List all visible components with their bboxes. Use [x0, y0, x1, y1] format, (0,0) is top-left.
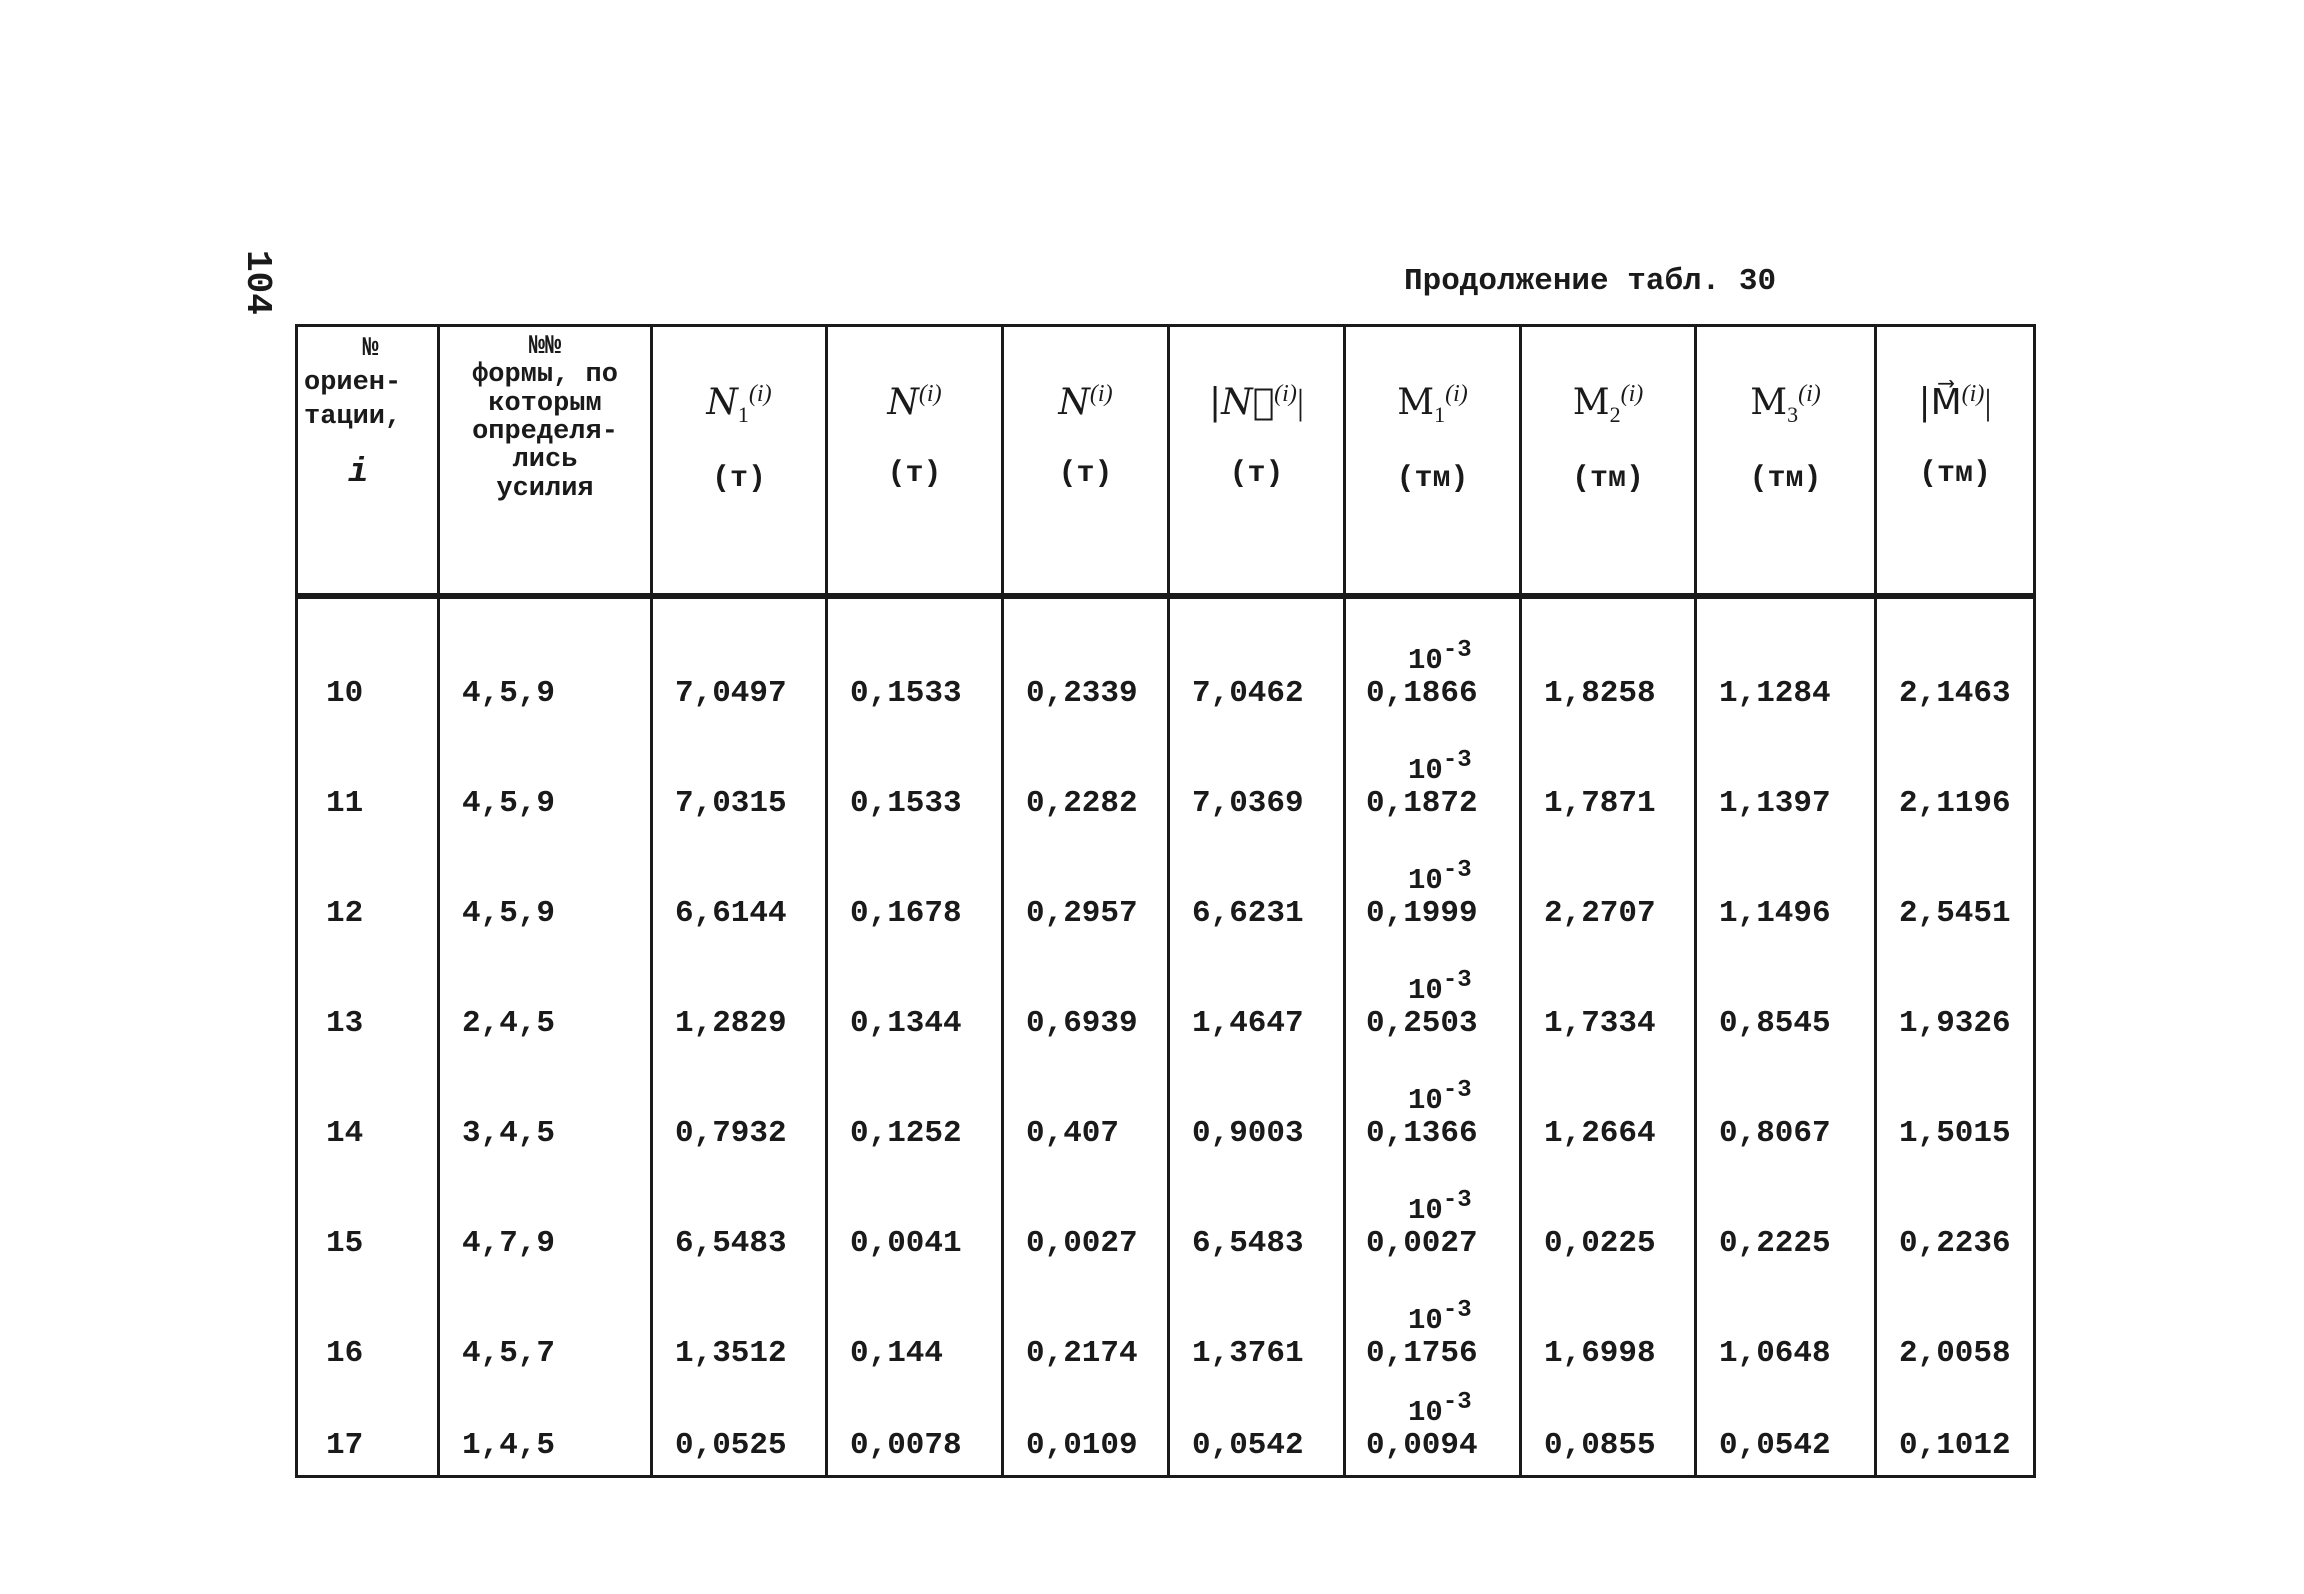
- cell-n1: 0,7932: [652, 1053, 827, 1163]
- cell-n-abs: 7,0369: [1169, 723, 1345, 833]
- cell-n2: 0,1252: [827, 1053, 1003, 1163]
- cell-m2: 2,2707: [1521, 833, 1696, 943]
- cell-m1: [1345, 723, 1521, 833]
- cell-forms: 1,4,5: [439, 1383, 652, 1477]
- cell-n2: 0,0078: [827, 1383, 1003, 1477]
- header-m2-symbol: M: [1572, 382, 1610, 423]
- header-m3-symbol: M: [1750, 382, 1788, 423]
- cell-n-abs: 0,0542: [1169, 1383, 1345, 1477]
- cell-m1-exponent: [1366, 638, 1519, 677]
- cell-forms: 2,4,5: [439, 943, 652, 1053]
- header-n2-unit: (т): [887, 457, 942, 491]
- cell-m2: 0,0855: [1521, 1383, 1696, 1477]
- cell-m1-exp-base: 10: [1408, 974, 1443, 1008]
- header-n3-unit: (т): [1058, 457, 1113, 491]
- table-header: [297, 326, 2035, 597]
- cell-m1: [1345, 1053, 1521, 1163]
- cell-n1: 1,2829: [652, 943, 827, 1053]
- page-number: 104: [237, 250, 278, 315]
- header-n2-sup: (i): [918, 381, 942, 407]
- table-row: [297, 1383, 2035, 1477]
- header-m-abs: [1876, 326, 2035, 597]
- header-forms-line5: лись: [512, 445, 578, 476]
- cell-m3: 1,1284: [1696, 596, 1876, 723]
- header-orientation-line2: тации,: [304, 401, 402, 432]
- cell-m1: [1345, 1273, 1521, 1383]
- cell-m2: 1,7871: [1521, 723, 1696, 833]
- cell-n-abs: 0,9003: [1169, 1053, 1345, 1163]
- table-row: [297, 723, 2035, 833]
- header-n-abs: [1169, 326, 1345, 597]
- cell-m-abs: 1,9326: [1876, 943, 2035, 1053]
- cell-m1-exponent: [1366, 968, 1519, 1007]
- cell-m1-exp-base: 10: [1408, 644, 1443, 678]
- header-n1-sub: 1: [737, 402, 749, 428]
- cell-m1-exp-power: -3: [1442, 637, 1472, 665]
- cell-m1-exponent: [1366, 748, 1519, 787]
- cell-forms: 3,4,5: [439, 1053, 652, 1163]
- header-orientation-line1: ориен-: [304, 367, 402, 398]
- cell-m-abs: 2,0058: [1876, 1273, 2035, 1383]
- cell-m1-exp-power: -3: [1442, 747, 1472, 775]
- cell-m3: 0,8545: [1696, 943, 1876, 1053]
- cell-orientation: 16: [297, 1273, 439, 1383]
- cell-n1: 7,0497: [652, 596, 827, 723]
- cell-n3: 0,6939: [1003, 943, 1169, 1053]
- cell-m1-value: 0,1366: [1366, 1115, 1478, 1151]
- header-forms-line1: №№: [528, 332, 562, 362]
- cell-n2: 0,1533: [827, 723, 1003, 833]
- header-m-abs-symbol: |M⃗: [1918, 382, 1962, 423]
- cell-m2: 1,8258: [1521, 596, 1696, 723]
- data-table: [295, 324, 2036, 1478]
- header-m2-sup: (i): [1620, 381, 1644, 407]
- cell-n-abs: 6,6231: [1169, 833, 1345, 943]
- cell-m1-exp-power: -3: [1442, 1077, 1472, 1105]
- cell-m1-value: 0,0094: [1366, 1427, 1478, 1463]
- header-m1-sub: 1: [1434, 402, 1446, 428]
- cell-orientation: 15: [297, 1163, 439, 1273]
- header-n-abs-bar: |: [1296, 382, 1305, 422]
- table-row: [297, 943, 2035, 1053]
- table-row: [297, 1053, 2035, 1163]
- cell-n3: 0,0027: [1003, 1163, 1169, 1273]
- header-m3-sup: (i): [1798, 381, 1821, 407]
- cell-m3: 0,0542: [1696, 1383, 1876, 1477]
- cell-n3: 0,2339: [1003, 596, 1169, 723]
- cell-m1-value: 0,1866: [1366, 675, 1478, 711]
- cell-n2: 0,1344: [827, 943, 1003, 1053]
- cell-m1-exponent: [1366, 1298, 1519, 1337]
- header-n2: [827, 326, 1003, 597]
- cell-m-abs: 0,2236: [1876, 1163, 2035, 1273]
- header-m3-unit: (тм): [1749, 462, 1822, 497]
- header-m1-symbol: M: [1397, 382, 1435, 423]
- cell-m3: 1,1397: [1696, 723, 1876, 833]
- cell-forms: 4,5,7: [439, 1273, 652, 1383]
- header-n-abs-symbol: |N⃗: [1208, 382, 1275, 423]
- cell-m3: 1,1496: [1696, 833, 1876, 943]
- cell-m1-value: 0,0027: [1366, 1225, 1478, 1261]
- cell-forms: 4,5,9: [439, 833, 652, 943]
- cell-m3: 0,8067: [1696, 1053, 1876, 1163]
- header-n1-sup: (i): [748, 381, 772, 407]
- cell-n-abs: 6,5483: [1169, 1163, 1345, 1273]
- header-m-abs-unit: (тм): [1918, 457, 1991, 491]
- header-row: [297, 326, 2035, 597]
- header-m-abs-sup: (i): [1961, 381, 1985, 407]
- cell-m1-exp-power: -3: [1442, 1297, 1472, 1325]
- header-forms-line6: усилия: [496, 473, 594, 504]
- cell-orientation: 17: [297, 1383, 439, 1477]
- cell-m-abs: 1,5015: [1876, 1053, 2035, 1163]
- header-m1-unit: (тм): [1396, 462, 1469, 497]
- cell-n3: 0,2282: [1003, 723, 1169, 833]
- cell-n3: 0,2957: [1003, 833, 1169, 943]
- cell-m1: [1345, 1163, 1521, 1273]
- header-m3-sub: 3: [1787, 402, 1799, 428]
- header-n-abs-unit: (т): [1229, 457, 1284, 491]
- cell-n1: 1,3512: [652, 1273, 827, 1383]
- cell-forms: 4,5,9: [439, 723, 652, 833]
- cell-forms: 4,7,9: [439, 1163, 652, 1273]
- cell-m1-exponent: [1366, 1390, 1519, 1429]
- cell-orientation: 10: [297, 596, 439, 723]
- cell-m-abs: 0,1012: [1876, 1383, 2035, 1477]
- header-orientation: [297, 326, 439, 597]
- header-n1-unit: (т): [711, 462, 766, 497]
- cell-n-abs: 7,0462: [1169, 596, 1345, 723]
- cell-m1-exponent: [1366, 1078, 1519, 1117]
- cell-m1: [1345, 1383, 1521, 1477]
- cell-n-abs: 1,4647: [1169, 943, 1345, 1053]
- cell-orientation: 11: [297, 723, 439, 833]
- cell-n1: 6,5483: [652, 1163, 827, 1273]
- cell-m2: 0,0225: [1521, 1163, 1696, 1273]
- cell-n1: 0,0525: [652, 1383, 827, 1477]
- table-row: [297, 1163, 2035, 1273]
- cell-n2: 0,0041: [827, 1163, 1003, 1273]
- cell-m2: 1,7334: [1521, 943, 1696, 1053]
- cell-m1-exp-base: 10: [1408, 754, 1443, 788]
- cell-m1-exp-power: -3: [1442, 1187, 1472, 1215]
- header-n3-sup: (i): [1089, 381, 1113, 407]
- header-n-abs-sup: (i): [1274, 381, 1297, 407]
- cell-orientation: 13: [297, 943, 439, 1053]
- header-m1: [1345, 326, 1521, 597]
- table-row: [297, 833, 2035, 943]
- table-body: [297, 596, 2035, 1477]
- header-n1: [652, 326, 827, 597]
- header-orientation-index: i: [348, 454, 369, 493]
- cell-m2: 1,2664: [1521, 1053, 1696, 1163]
- cell-m3: 1,0648: [1696, 1273, 1876, 1383]
- cell-n3: 0,407: [1003, 1053, 1169, 1163]
- header-m2-sub: 2: [1609, 402, 1621, 428]
- cell-m3: 0,2225: [1696, 1163, 1876, 1273]
- cell-m-abs: 2,1463: [1876, 596, 2035, 723]
- cell-n1: 6,6144: [652, 833, 827, 943]
- cell-m1: [1345, 596, 1521, 723]
- table-row: [297, 1273, 2035, 1383]
- cell-orientation: 14: [297, 1053, 439, 1163]
- cell-m1-exp-base: 10: [1408, 1396, 1443, 1430]
- cell-n3: 0,0109: [1003, 1383, 1169, 1477]
- header-m2-unit: (тм): [1571, 462, 1644, 497]
- header-forms: [439, 326, 652, 597]
- header-m2: [1521, 326, 1696, 597]
- header-forms-line2: формы, по: [472, 360, 618, 391]
- cell-m1-exp-base: 10: [1408, 1194, 1443, 1228]
- cell-n-abs: 1,3761: [1169, 1273, 1345, 1383]
- cell-m1-value: 0,2503: [1366, 1005, 1478, 1041]
- cell-m1-value: 0,1999: [1366, 895, 1478, 931]
- cell-n2: 0,144: [827, 1273, 1003, 1383]
- cell-m1-exp-power: -3: [1442, 857, 1472, 885]
- header-orientation-symbol: №: [362, 334, 379, 364]
- cell-n2: 0,1678: [827, 833, 1003, 943]
- header-n1-symbol: N: [706, 382, 738, 423]
- cell-m1-exponent: [1366, 858, 1519, 897]
- cell-forms: 4,5,9: [439, 596, 652, 723]
- cell-m-abs: 2,1196: [1876, 723, 2035, 833]
- header-n3: [1003, 326, 1169, 597]
- cell-n3: 0,2174: [1003, 1273, 1169, 1383]
- cell-m1-exp-base: 10: [1408, 1304, 1443, 1338]
- header-forms-line4: определя-: [472, 417, 618, 448]
- header-m-abs-bar: |: [1984, 382, 1992, 422]
- header-n2-symbol: N: [887, 382, 919, 423]
- header-n3-symbol: N: [1058, 382, 1090, 423]
- header-m3: [1696, 326, 1876, 597]
- cell-m1: [1345, 943, 1521, 1053]
- header-forms-line3: которым: [488, 388, 602, 419]
- cell-m1-exp-base: 10: [1408, 1084, 1443, 1118]
- cell-m1-value: 0,1872: [1366, 785, 1478, 821]
- cell-m1-exponent: [1366, 1188, 1519, 1227]
- table-caption: Продолжение табл. 30: [1404, 264, 1777, 299]
- cell-orientation: 12: [297, 833, 439, 943]
- cell-m-abs: 2,5451: [1876, 833, 2035, 943]
- cell-n1: 7,0315: [652, 723, 827, 833]
- cell-n2: 0,1533: [827, 596, 1003, 723]
- cell-m1-exp-power: -3: [1442, 1389, 1472, 1417]
- header-m1-sup: (i): [1445, 381, 1468, 407]
- cell-m1: [1345, 833, 1521, 943]
- cell-m1-exp-power: -3: [1442, 967, 1472, 995]
- table-row: [297, 596, 2035, 723]
- cell-m1-exp-base: 10: [1408, 864, 1443, 898]
- cell-m1-value: 0,1756: [1366, 1335, 1478, 1371]
- cell-m2: 1,6998: [1521, 1273, 1696, 1383]
